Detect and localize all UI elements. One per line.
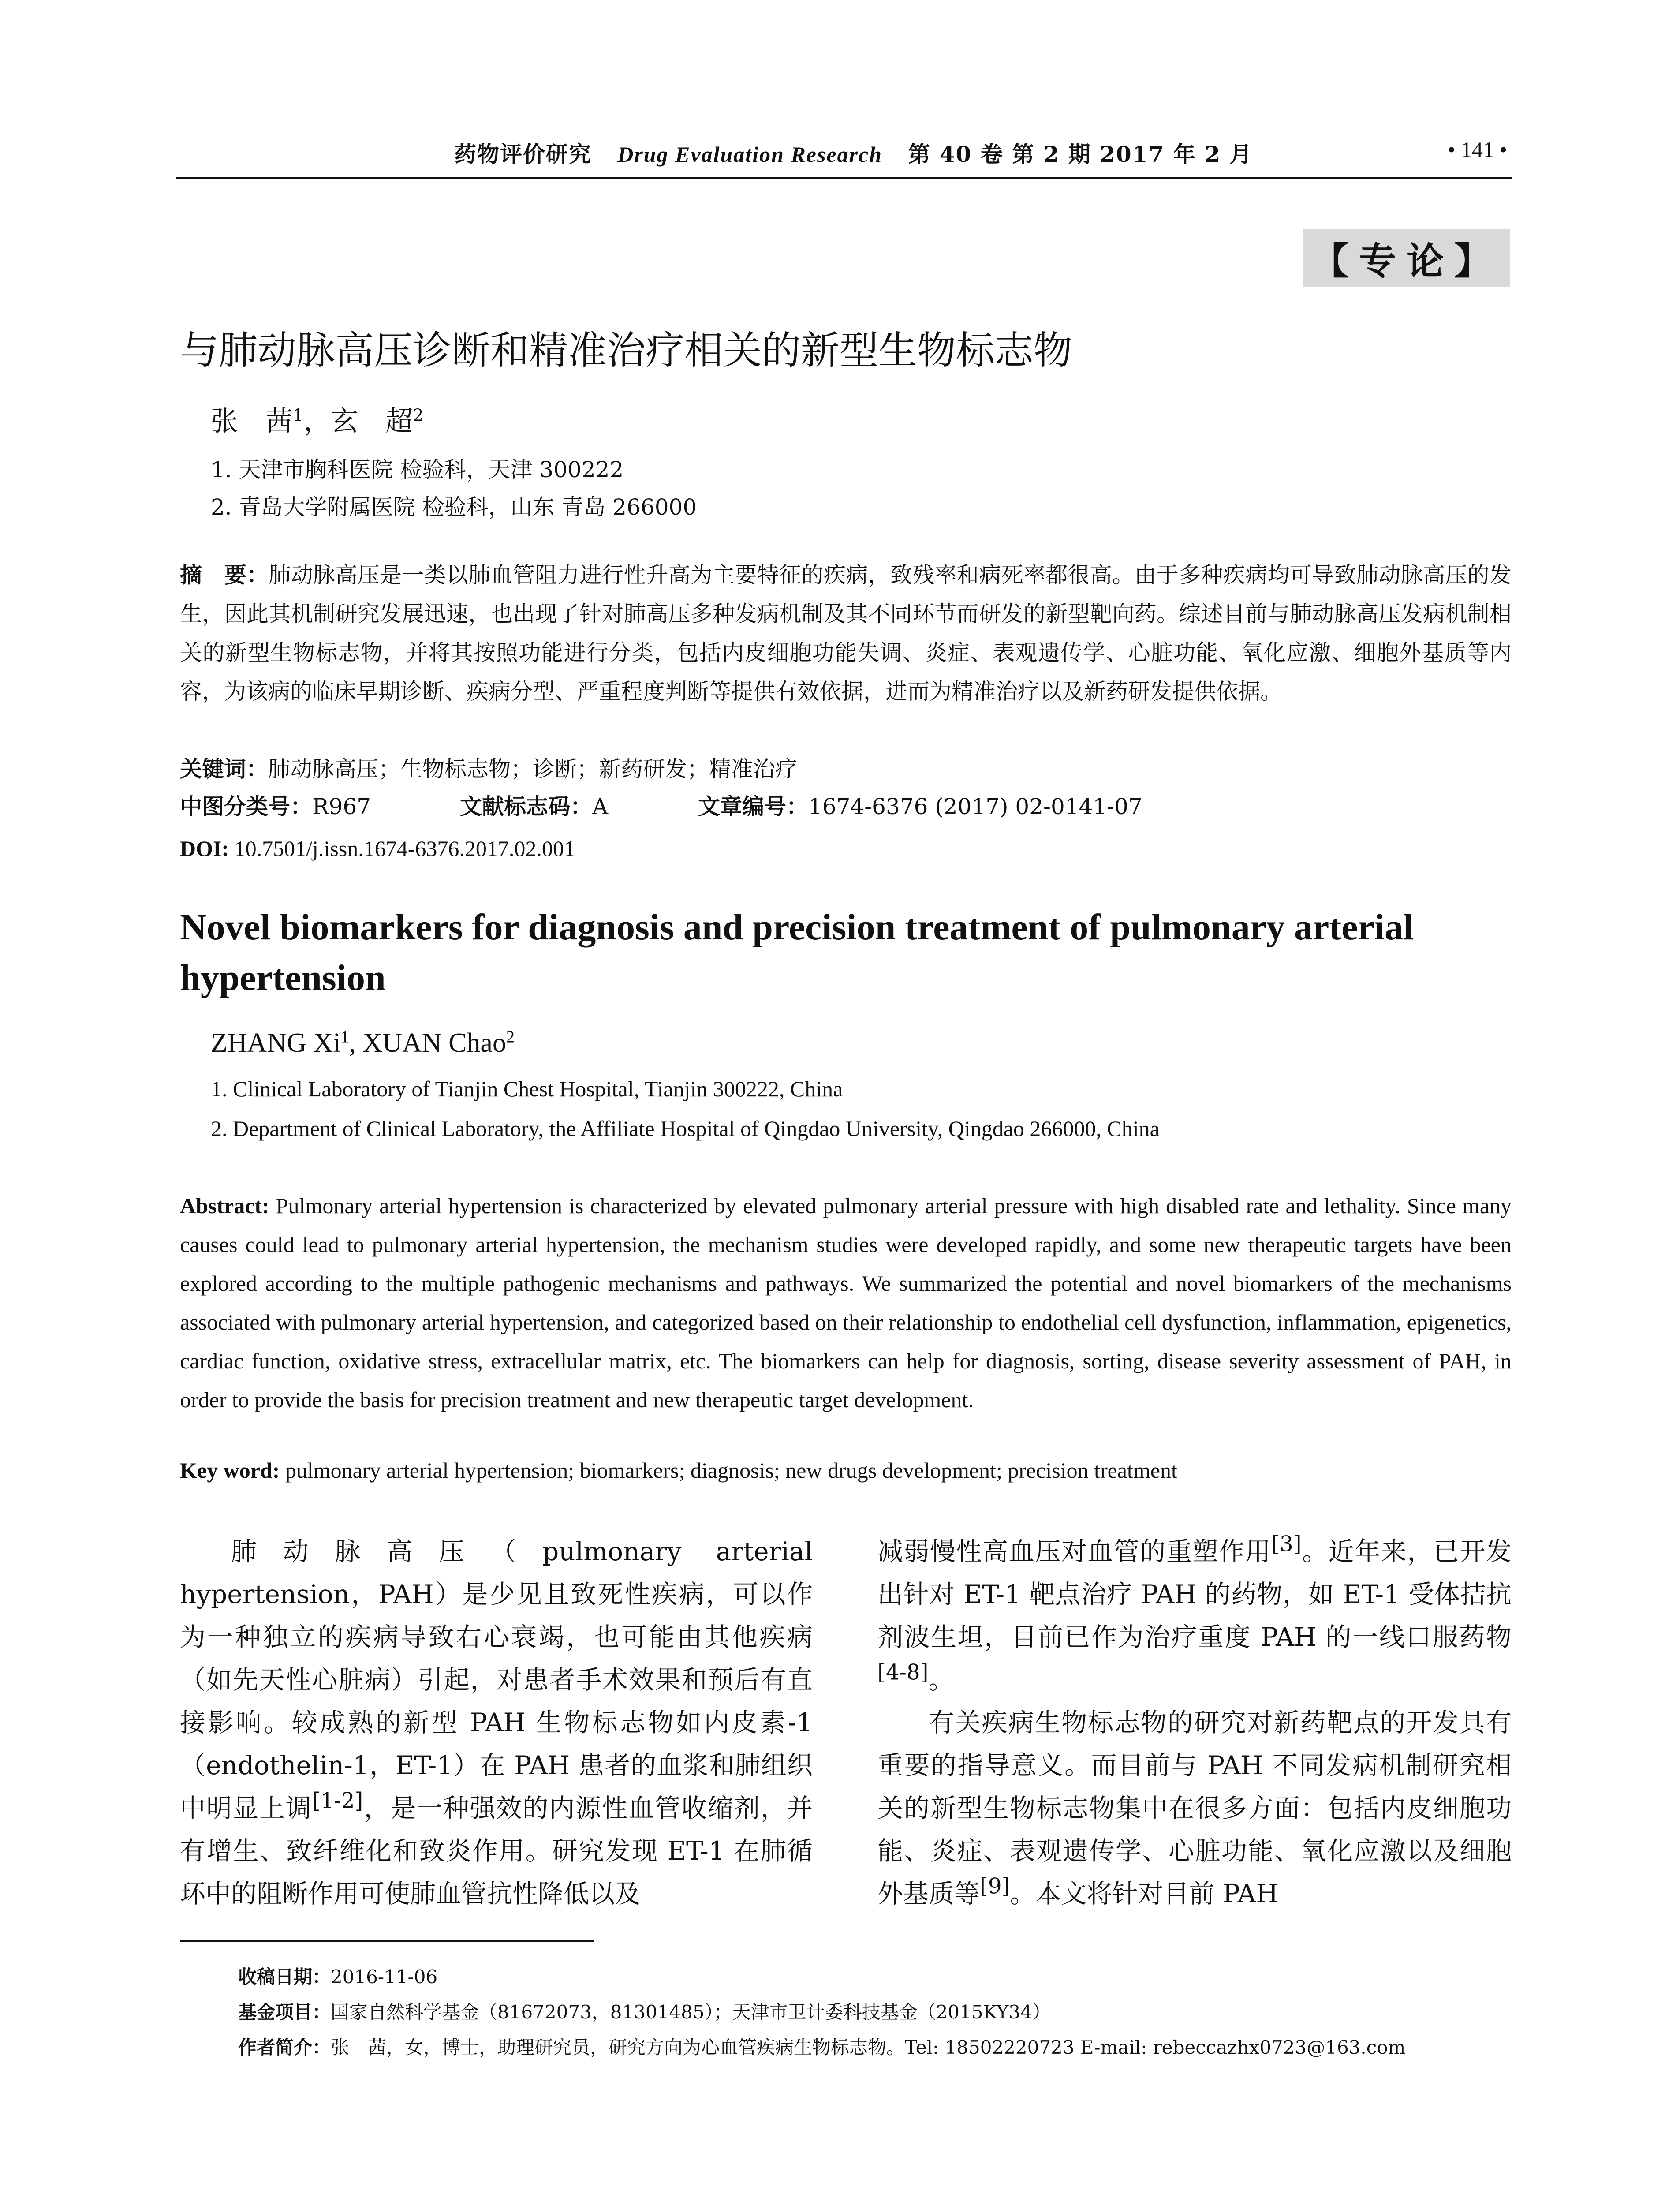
doi-label: DOI: (180, 836, 229, 861)
clc-number (180, 787, 371, 826)
authors-en (211, 1028, 515, 1059)
document-code-value: A (592, 794, 609, 819)
footnote-label: 基金项目： (238, 2001, 331, 2023)
affiliation-en: 1. Clinical Laboratory of Tianjin Chest Hospital, Tianjin 300222, China (211, 1076, 843, 1101)
clc-value: R967 (312, 794, 371, 819)
issue-info: 第 40 卷 第 2 期 2017 年 2 月 (908, 141, 1253, 167)
classification-line (180, 787, 1512, 827)
footnote-author (238, 2033, 1405, 2059)
footnote-fund (238, 1998, 1051, 2024)
author-affil-mark: 2 (413, 405, 424, 425)
article-number-label: 文章编号： (698, 794, 808, 819)
author-en: ZHANG Xi (211, 1028, 341, 1058)
body-paragraph (877, 1530, 1512, 1701)
citation[interactable]: [9] (980, 1874, 1010, 1899)
title-zh: 与肺动脉高压诊断和精准治疗相关的新型生物标志物 (180, 328, 1073, 373)
author-en: XUAN Chao (362, 1028, 506, 1058)
body-text: 减弱慢性高血压对血管的重塑作用 (877, 1536, 1272, 1566)
abstract-label: Abstract: (180, 1193, 269, 1218)
author-affil-mark: 2 (506, 1028, 515, 1046)
author-zh: 玄 超 (331, 405, 413, 437)
clc-label: 中图分类号： (180, 794, 312, 819)
body-text: 肺动脉高压（pulmonary arterial hypertension，PAH）是少见且致死性疾病，可以作为一种独立的疾病导致右心衰竭，也可能由其他疾病（如先天性心脏病）引起，对患者手术效果和预后有直接影响。较成熟的新型 PAH 生物标志物如内皮素-1（endothelin-1，ET-1）在 PAH 患者的血浆和肺组织中明显上调 (180, 1536, 813, 1823)
footnote-label: 作者简介： (238, 2037, 331, 2058)
running-header (0, 137, 1680, 172)
column-tag: 【专论】 (1303, 229, 1510, 287)
keywords-text: pulmonary arterial hypertension; biomarkers; diagnosis; new drugs development; precision treatment (285, 1458, 1177, 1483)
body-text: 。近年来，已开发出针对 ET-1 靶点治疗 PAH 的药物，如 ET-1 受体拮抗剂波生坦，目前已作为治疗重度 PAH 的一线口服药物 (877, 1536, 1512, 1652)
keywords-zh (180, 750, 797, 789)
affiliation-zh: 2. 青岛大学附属医院 检验科，山东 青岛 266000 (211, 494, 697, 520)
abstract-zh (180, 556, 1512, 711)
abstract-text: 肺动脉高压是一类以肺血管阻力进行性升高为主要特征的疾病，致残率和病死率都很高。由于多种疾病均可导致肺动脉高压的发生，因此其机制研究发展迅速，也出现了针对肺高压多种发病机制及其不同环节而研发的新型靶向药。综述目前与肺动脉高压发病机制相关的新型生物标志物，并将其按照功能进行分类，包括内皮细胞功能失调、炎症、表观遗传学、心脏功能、氧化应激、细胞外基质等内容，为该病的临床早期诊断、疾病分型、严重程度判断等提供有效依据，进而为精准治疗以及新药研发提供依据。 (180, 562, 1512, 704)
body-column-left (180, 1530, 813, 1915)
keywords-text: 肺动脉高压；生物标志物；诊断；新药研发；精准治疗 (268, 756, 797, 782)
footnote-text: 2016-11-06 (331, 1966, 438, 1988)
citation[interactable]: [4-8] (877, 1660, 929, 1685)
journal-name-zh: 药物评价研究 (454, 141, 592, 167)
document-code (460, 787, 608, 826)
body-paragraph (877, 1701, 1512, 1915)
author-separator: , (349, 1028, 363, 1058)
body-text: ，是一种强效的内源性血管收缩剂，并有增生、致纤维化和致炎作用。研究发现 ET-1 在肺循环中的阻断作用可使肺血管抗性降低以及 (180, 1793, 813, 1909)
keywords-label: 关键词： (180, 756, 268, 782)
citation[interactable]: [3] (1271, 1532, 1302, 1557)
body-column-right (877, 1530, 1512, 1915)
affiliation-en: 2. Department of Clinical Laboratory, the Affiliate Hospital of Qingdao University, Qingdao 266000, China (211, 1116, 1160, 1141)
abstract-label: 摘 要： (180, 562, 269, 588)
header-rule (176, 177, 1512, 179)
article-number-value: 1674-6376 (2017) 02-0141-07 (808, 794, 1142, 819)
affiliation-zh: 1. 天津市胸科医院 检验科，天津 300222 (211, 457, 624, 482)
abstract-text: Pulmonary arterial hypertension is characterized by elevated pulmonary arterial pressure with high disabled rate and lethality. Since many causes could lead to pulmonary arterial hypertension, the mechanism studies were developed rapidly, and some new therapeutic targets have been explored according to the multiple pathogenic mechanisms and pathways. We summarized the potential and novel biomarkers of the mechanisms associated with pulmonary arterial hypertension, and categorized based on their relationship to endothelial cell dysfunction, inflammation, epigenetics, cardiac function, oxidative stress, extracellular matrix, etc. The biomarkers can help for diagnosis, sorting, disease severity assessment of PAH, in order to provide the basis for precision treatment and new therapeutic target development. (180, 1193, 1512, 1412)
footnote-received (238, 1962, 437, 1989)
document-code-label: 文献标志码： (460, 794, 592, 819)
article-number (698, 787, 1142, 826)
body-text: 。 (928, 1665, 954, 1695)
author-zh: 张 茜 (211, 405, 293, 437)
page-number: • 141 • (1447, 137, 1507, 162)
footnote-rule (180, 1940, 594, 1942)
footnote-text: 张 茜，女，博士，助理研究员，研究方向为心血管疾病生物标志物。Tel: 18502220723 E-mail: rebeccazhx0723@163.com (331, 2037, 1406, 2058)
doi (180, 829, 575, 868)
body-paragraph (180, 1530, 813, 1915)
keywords-en (180, 1458, 1512, 1483)
author-affil-mark: 1 (293, 405, 304, 425)
citation[interactable]: [1-2] (312, 1788, 363, 1813)
abstract-en (180, 1186, 1512, 1419)
body-text: 有关疾病生物标志物的研究对新药靶点的开发具有重要的指导意义。而目前与 PAH 不同发病机制研究相关的新型生物标志物集中在很多方面：包括内皮细胞功能、炎症、表观遗传学、心脏功能、氧化应激以及细胞外基质等 (877, 1708, 1512, 1909)
footnote-text: 国家自然科学基金（81672073，81301485）；天津市卫计委科技基金（2015KY34） (331, 2001, 1051, 2023)
author-separator: ， (303, 405, 331, 437)
keywords-label: Key word: (180, 1458, 280, 1483)
doi-link[interactable]: 10.7501/j.issn.1674-6376.2017.02.001 (234, 836, 575, 861)
body-text: 。本文将针对目前 PAH (1010, 1879, 1279, 1909)
journal-header (454, 137, 1252, 168)
title-en: Novel biomarkers for diagnosis and precision treatment of pulmonary arterial hypertension (180, 907, 1414, 998)
footnote-label: 收稿日期： (238, 1966, 331, 1988)
journal-name-en: Drug Evaluation Research (617, 142, 883, 167)
author-affil-mark: 1 (340, 1028, 349, 1046)
authors-zh (211, 399, 423, 438)
